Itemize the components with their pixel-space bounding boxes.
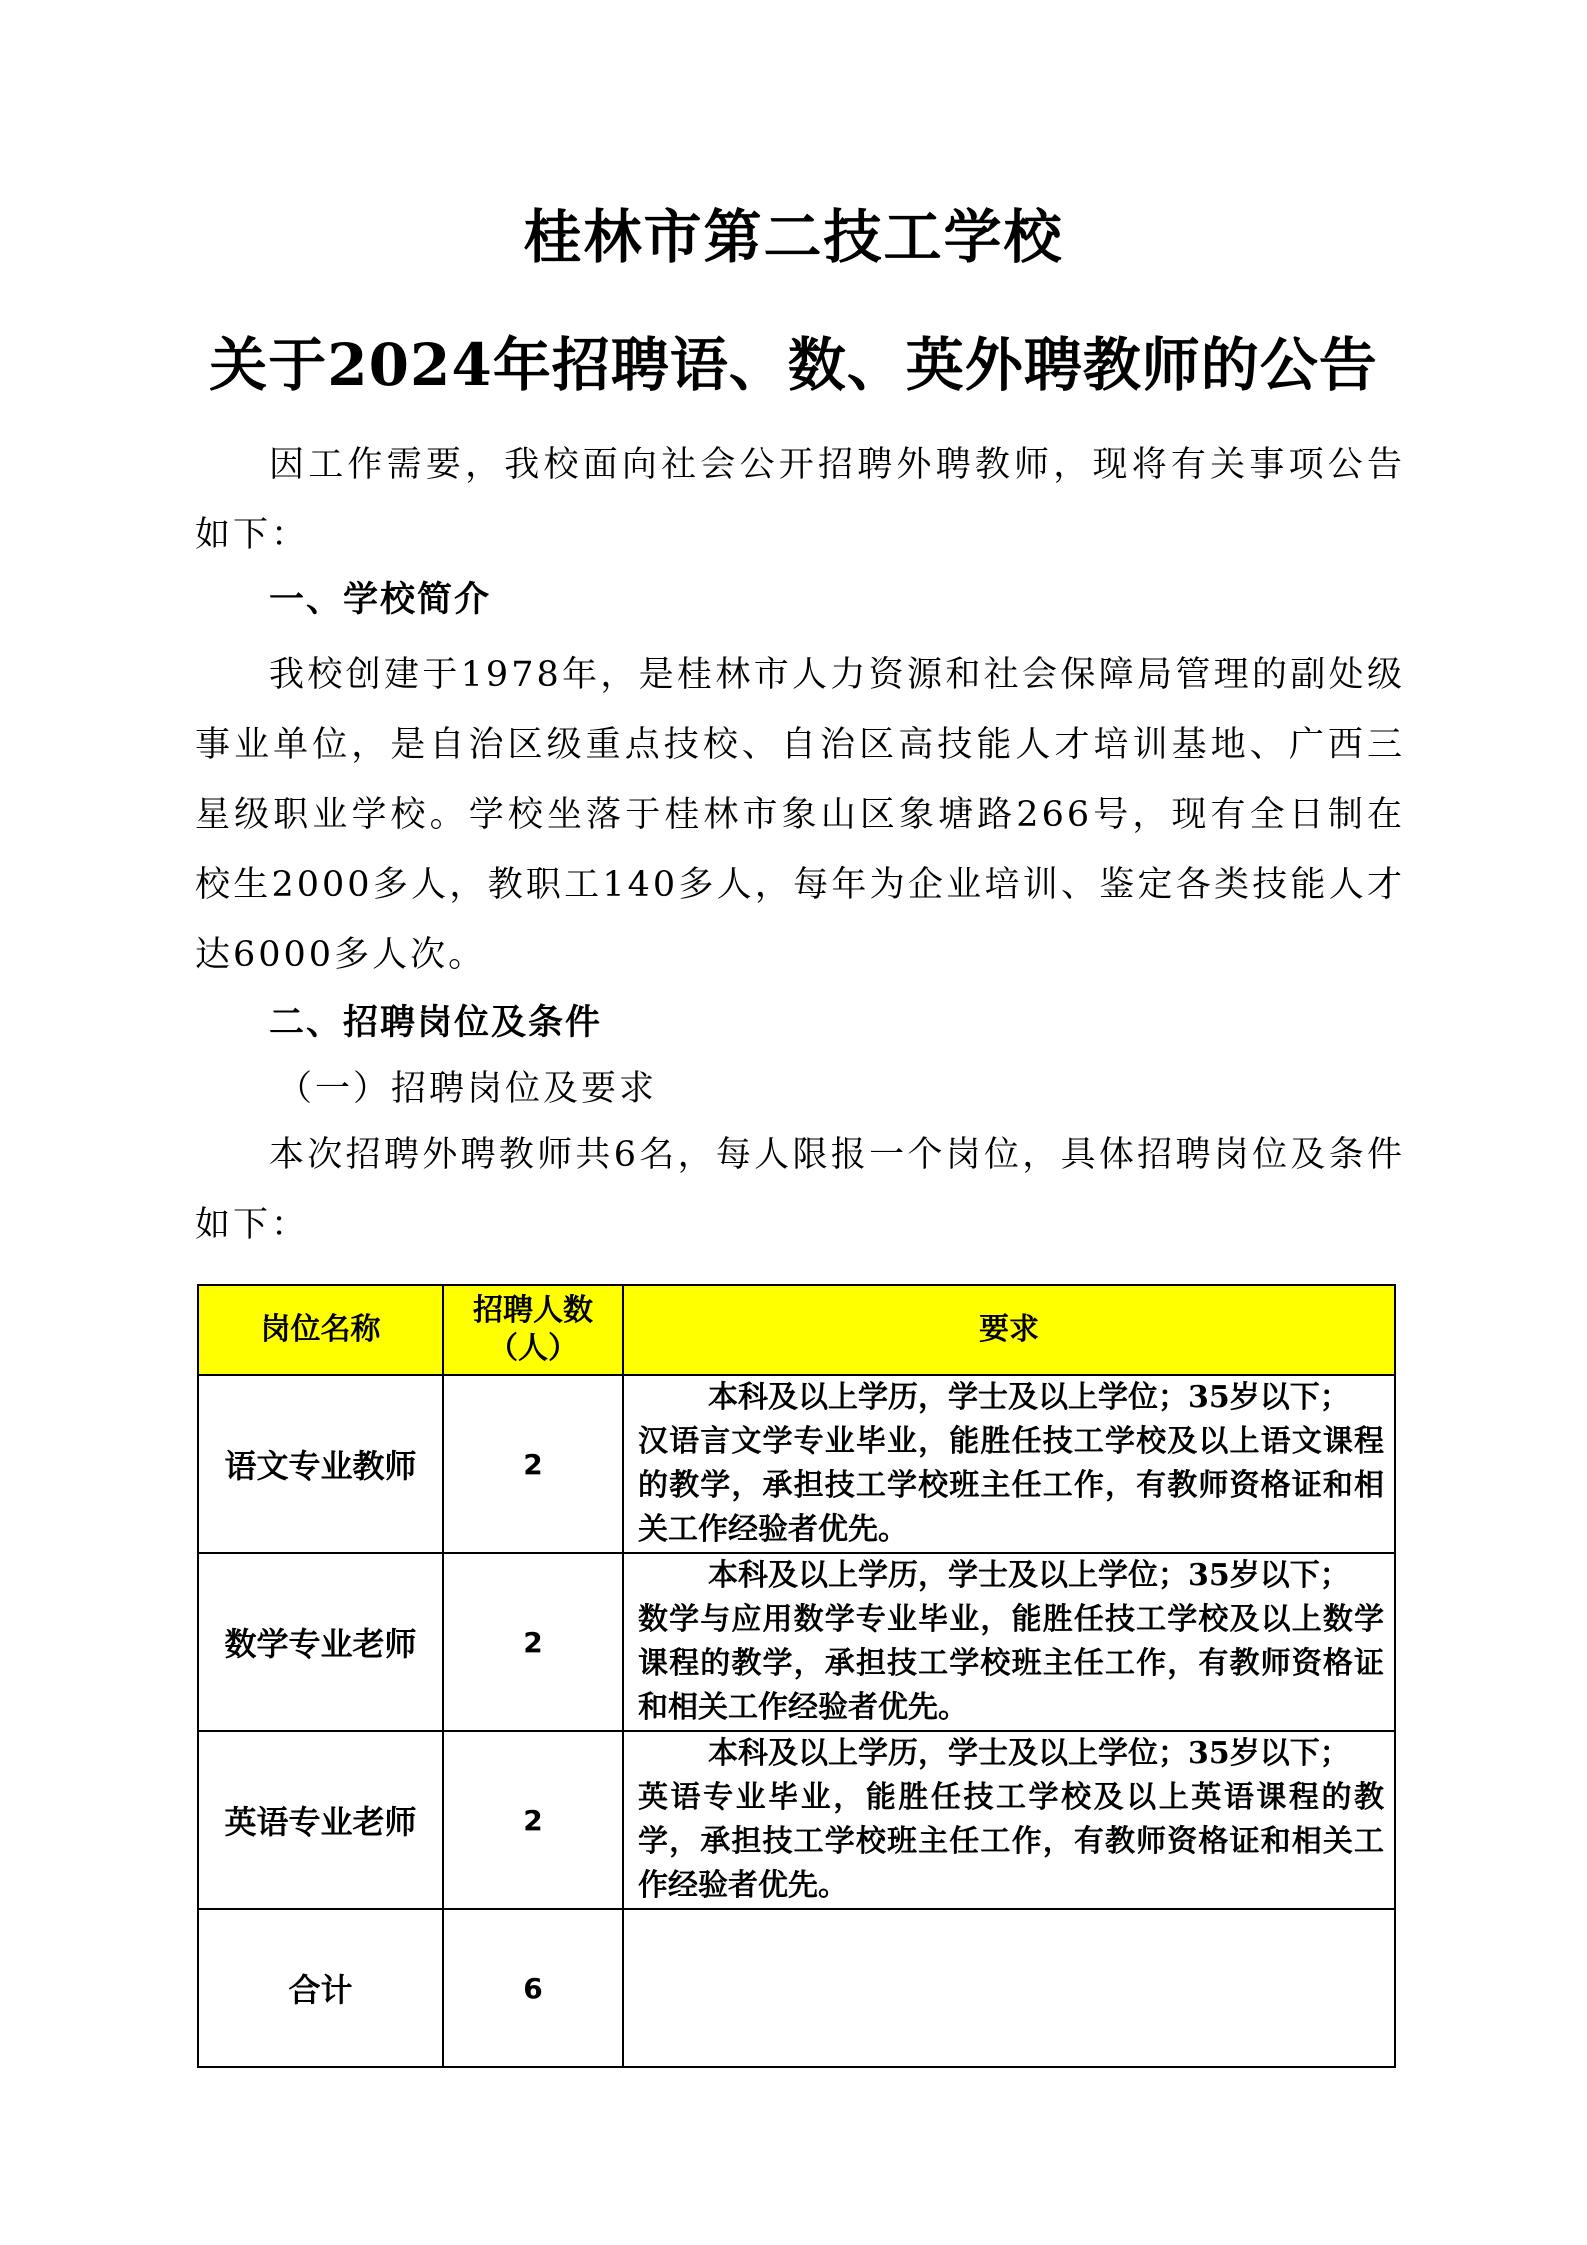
table-row — [198, 1553, 1395, 1731]
recruitment-table — [197, 1284, 1396, 2068]
table-row — [198, 1375, 1395, 1553]
table-total-row — [198, 1909, 1395, 2067]
section2-subheading: （一）招聘岗位及要求 — [277, 1069, 658, 1109]
document-title-line1: 桂林市第二技工学校 — [523, 203, 1064, 271]
row-requirement — [623, 1375, 1395, 1553]
requirement-line1: 本科及以上学历，学士及以上学位；35岁以下； — [708, 1558, 1350, 1593]
total-count: 6 — [443, 1909, 623, 2067]
table-row — [198, 1731, 1395, 1909]
row-position: 数学专业老师 — [198, 1553, 443, 1731]
total-requirement — [623, 1909, 1395, 2067]
document-title-line2: 关于2024年招聘语、数、英外聘教师的公告 — [209, 331, 1378, 399]
row-position: 语文专业教师 — [198, 1375, 443, 1553]
row-count: 2 — [443, 1553, 623, 1731]
section2-heading: 二、招聘岗位及条件 — [269, 1002, 603, 1043]
requirement-line1: 本科及以上学历，学士及以上学位；35岁以下； — [708, 1736, 1350, 1771]
requirement-rest: 英语专业毕业，能胜任技工学校及以上英语课程的教学，承担技工学校班主任工作，有教师资格证和相关工作经验者优先。 — [638, 1780, 1384, 1903]
row-count: 2 — [443, 1731, 623, 1909]
intro-paragraph: 因工作需要，我校面向社会公开招聘外聘教师，现将有关事项公告如下： — [195, 445, 1405, 555]
row-requirement — [623, 1731, 1395, 1909]
row-requirement — [623, 1553, 1395, 1731]
header-count-line2: （人） — [488, 1331, 578, 1366]
header-count — [443, 1285, 623, 1375]
section1-body: 我校创建于1978年，是桂林市人力资源和社会保障局管理的副处级事业单位，是自治区级重点技校、自治区高技能人才培训基地、广西三星级职业学校。学校坐落于桂林市象山区象塘路266号，现有全日制在校生2000多人，教职工140多人，每年为企业培训、鉴定各类技能人才达6000多人次。 — [195, 655, 1405, 975]
table-header-row — [198, 1285, 1395, 1375]
header-position: 岗位名称 — [198, 1285, 443, 1375]
header-requirement: 要求 — [623, 1285, 1395, 1375]
row-position: 英语专业老师 — [198, 1731, 443, 1909]
requirement-line1: 本科及以上学历，学士及以上学位；35岁以下； — [708, 1380, 1350, 1415]
section1-heading: 一、学校简介 — [269, 579, 492, 620]
section2-body: 本次招聘外聘教师共6名，每人限报一个岗位，具体招聘岗位及条件如下： — [195, 1135, 1405, 1245]
requirement-rest: 汉语言文学专业毕业，能胜任技工学校及以上语文课程的教学，承担技工学校班主任工作，有教师资格证和相关工作经验者优先。 — [638, 1424, 1384, 1547]
total-label: 合计 — [198, 1909, 443, 2067]
row-count: 2 — [443, 1375, 623, 1553]
requirement-rest: 数学与应用数学专业毕业，能胜任技工学校及以上数学课程的教学，承担技工学校班主任工作，有教师资格证和相关工作经验者优先。 — [638, 1602, 1384, 1725]
header-count-line1: 招聘人数 — [473, 1293, 593, 1328]
